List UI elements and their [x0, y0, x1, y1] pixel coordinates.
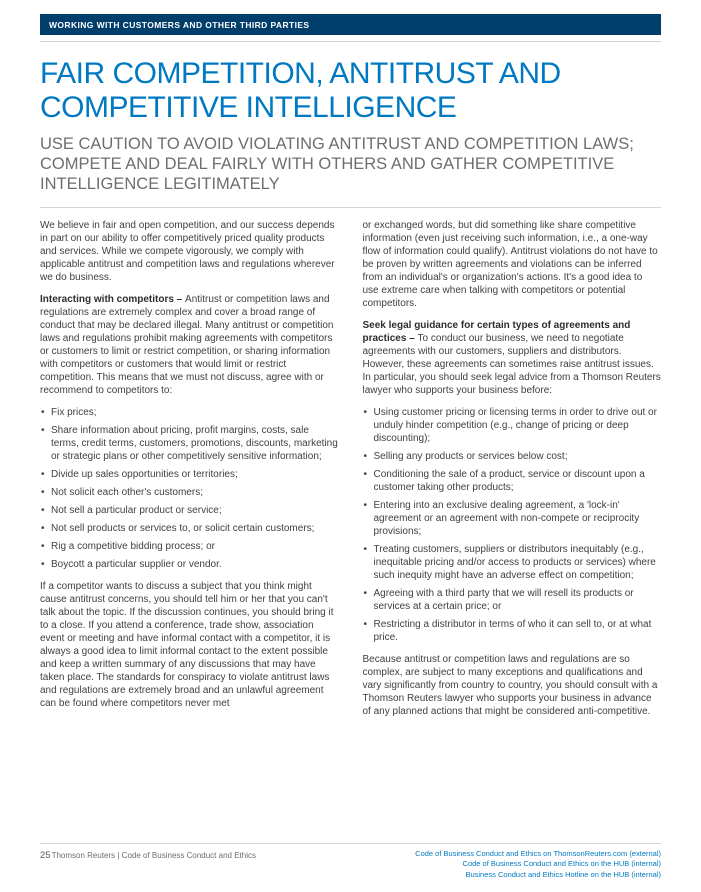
footer-link-external-code[interactable]: Code of Business Conduct and Ethics on ThomsonReuters.com (external) [415, 848, 661, 858]
list-item: • Fix prices; [40, 406, 339, 419]
interacting-with-competitors-body: Antitrust or competition laws and regulations are extremely complex and cover a broad range of conduct that may be declared illegal. Many antitrust or competition laws and regulations prohibit making agreements with competitors or customers to limit or restrict competition, or sharing information with competitors or customers that would limit or restrict competition. This means that we must not discuss, agree with or recommend to competitors to: [40, 294, 334, 396]
list-item: • Boycott a particular supplier or vendor. [40, 558, 339, 571]
continuation-paragraph: or exchanged words, but did something like share competitive information (even just receiving such information, i.e., a one-way flow of information could qualify). Antitrust violations do not have to be proven by written agreements and violations can be inferred from an individual's or organization's actions. It's a good idea to use extreme care when talking with competitors or potential competitors. [362, 220, 658, 309]
footer-link-hub-code[interactable]: Code of Business Conduct and Ethics on the HUB (internal) [462, 859, 661, 868]
footer-doc-label: Thomson Reuters | Code of Business Conduct and Ethics [51, 850, 256, 860]
divider-body [40, 207, 661, 208]
consult-lawyer-paragraph: Because antitrust or competition laws and regulations are so complex, are subject to many exceptions and qualifications and vary significantly from country to country, you should consult with a Thomson Reuters lawyer who supports your business in advance of any planned actions that might be considered anti-competitive. [362, 654, 658, 717]
competitor-discussion-paragraph: If a competitor wants to discuss a subject that you think might cause antitrust concerns, you should tell him or her that you can't talk about the topic. If the discussion continues, you should bring it to a close. If you attend a conference, trade show, association event or meeting and have informal contact with a competitor, it is always a good idea to limit informal contact to the extent possible and keep a written summary of any discussions that may have taken place. The standards for conspiracy to violate antitrust laws and regulations are extremely broad and an unlawful agreement can be found where competitors never met [40, 581, 334, 709]
intro-paragraph: We believe in fair and open competition, and our success depends in part on our ability to offer competitively priced quality products and services. While we compete vigorously, we comply with applicable antitrust and competition laws and regulations wherever we do business. [40, 220, 335, 283]
seek-legal-guidance-body: To conduct our business, we need to negotiate agreements with our customers, suppliers and distributors. However, these agreements can sometimes raise antitrust issues. In particular, you should seek legal advice from a Thomson Reuters lawyer who supports your business before: [362, 333, 661, 396]
left-column [40, 219, 339, 727]
list-item: • Using customer pricing or licensing terms in order to drive out or unduly hinder competition (e.g., change of pricing or deep discounting); [363, 406, 662, 445]
page-subtitle: USE CAUTION TO AVOID VIOLATING ANTITRUST AND COMPETITION LAWS; COMPETE AND DEAL FAIRLY WITH OTHERS AND GATHER COMPETITIVE INTELLIGENCE LEGITIMATELY [40, 135, 634, 193]
list-item: • Share information about pricing, profit margins, costs, sale terms, credit terms, customers, promotions, discounts, marketing or strategic plans or other competitively sensitive information; [40, 424, 339, 463]
list-item: • Not sell a particular product or service; [40, 504, 339, 517]
footer-links [415, 849, 661, 881]
page-number: 25 [40, 849, 51, 861]
list-item: • Not solicit each other's customers; [40, 486, 339, 499]
right-column [363, 219, 662, 727]
seek-legal-guidance-heading: Seek legal guidance for certain types of agreements and practices – [362, 320, 631, 344]
list-item: • Agreeing with a third party that we will resell its products or services at a certain price; or [363, 587, 662, 613]
footer-document-info [40, 849, 256, 861]
list-item: • Divide up sales opportunities or territories; [40, 468, 339, 481]
list-item: • Selling any products or services below cost; [363, 450, 662, 463]
page-footer [40, 843, 661, 881]
divider-footer [40, 843, 661, 844]
prohibited-conduct-list [40, 406, 339, 571]
list-item: • Not sell products or services to, or solicit certain customers; [40, 522, 339, 535]
section-banner [40, 14, 661, 35]
footer-link-hub-hotline[interactable]: Business Conduct and Ethics Hotline on the HUB (internal) [465, 869, 661, 879]
page-title: FAIR COMPETITION, ANTITRUST AND COMPETITIVE INTELLIGENCE [40, 57, 561, 124]
list-item: • Treating customers, suppliers or distributors inequitably (e.g., inequitable pricing and/or access to products or services) where such inequity might have an adverse effect on competition; [363, 543, 662, 582]
seek-legal-guidance-paragraph [363, 319, 662, 397]
list-item: • Conditioning the sale of a product, service or discount upon a customer taking other products; [363, 468, 662, 494]
body-columns [40, 219, 661, 727]
section-banner-label: WORKING WITH CUSTOMERS AND OTHER THIRD PARTIES [49, 19, 310, 30]
list-item: • Restricting a distributor in terms of who it can sell to, or at what price. [363, 618, 662, 644]
divider-top [40, 41, 661, 42]
interacting-with-competitors-heading: Interacting with competitors – [40, 294, 186, 305]
interacting-with-competitors-paragraph [40, 293, 339, 397]
list-item: • Rig a competitive bidding process; or [40, 540, 339, 553]
list-item: • Entering into an exclusive dealing agreement, a 'lock-in' agreement or an agreement with non-compete or reciprocity provisions; [363, 499, 662, 538]
legal-advice-situations-list [363, 406, 662, 644]
